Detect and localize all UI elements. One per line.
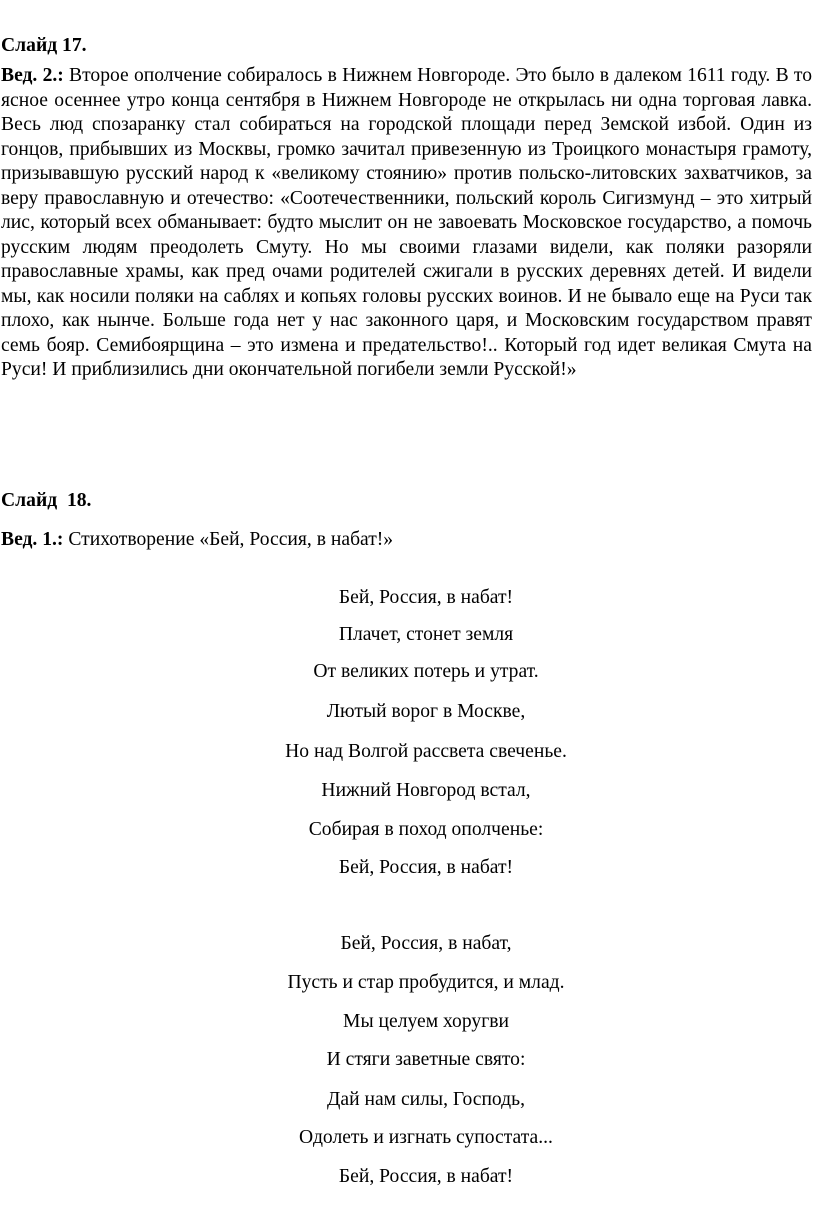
poem-line: Мы целуем хоругви bbox=[343, 1011, 509, 1032]
poem-line: Дай нам силы, Господь, bbox=[327, 1089, 525, 1110]
slide-18-paragraph bbox=[1, 528, 812, 553]
poem-line: Плачет, стонет земля bbox=[338, 624, 514, 645]
poem-line: Пусть и стар пробудится, и млад. bbox=[287, 972, 565, 993]
poem-line: От великих потерь и утрат. bbox=[313, 661, 539, 682]
poem-line: Бей, Россия, в набат! bbox=[338, 1166, 514, 1187]
poem-line: Бей, Россия, в набат! bbox=[338, 857, 514, 878]
slide-18-title: Слайд 18. bbox=[1, 490, 92, 511]
slide-18-speaker: Вед. 1.: bbox=[1, 529, 64, 550]
poem-line: Но над Волгой рассвета свеченье. bbox=[285, 741, 567, 762]
slide-17-speaker: Вед. 2.: bbox=[1, 65, 64, 86]
poem-line: Одолеть и изгнать супостата... bbox=[299, 1127, 553, 1148]
poem-line: И стяги заветные свято: bbox=[326, 1049, 526, 1070]
slide-17-text: Второе ополчение собиралось в Нижнем Новгороде. Это было в далеком 1611 году. В то ясное осеннее утро конца сентября в Нижнем Новгороде не открылась ни одна торговая лавка. Весь люд спозаранку стал собираться на городской площади перед Земской избой. Один из гонцов, прибывших из Москвы, громко зачитал привезенную из Троицкого монастыря грамоту, призывавшую русский народ к «великому стоянию» против польско-литовских захватчиков, за веру православную и отечество: «Соотечественники, польский король Сигизмунд – это хитрый лис, который всех обманывает: будто мыслит он не завоевать Московское государство, а помочь русским людям преодолеть Смуту. Но мы своими глазами видели, как поляки разоряли православные храмы, как пред очами родителей сжигали в русских деревнях детей. И видели мы, как носили поляки на саблях и копьях головы русских воинов. И не бывало еще на Руси так плохо, как нынче. Больше года нет у нас законного царя, и Московским государством правят семь бояр. Семибоярщина – это измена и предательство!.. Который год идет великая Смута на Руси! И приблизились дни окончательной погибели земли Русской!» bbox=[1, 65, 812, 380]
slide-17-paragraph bbox=[1, 64, 812, 383]
poem-line: Лютый ворог в Москве, bbox=[326, 701, 526, 722]
slide-17-title: Слайд 17. bbox=[1, 35, 87, 56]
poem-line: Собирая в поход ополченье: bbox=[308, 819, 544, 840]
poem-line: Нижний Новгород встал, bbox=[321, 780, 531, 801]
poem-line: Бей, Россия, в набат, bbox=[340, 933, 512, 954]
slide-18-text: Стихотворение «Бей, Россия, в набат!» bbox=[63, 529, 394, 550]
poem-line: Бей, Россия, в набат! bbox=[338, 587, 514, 608]
